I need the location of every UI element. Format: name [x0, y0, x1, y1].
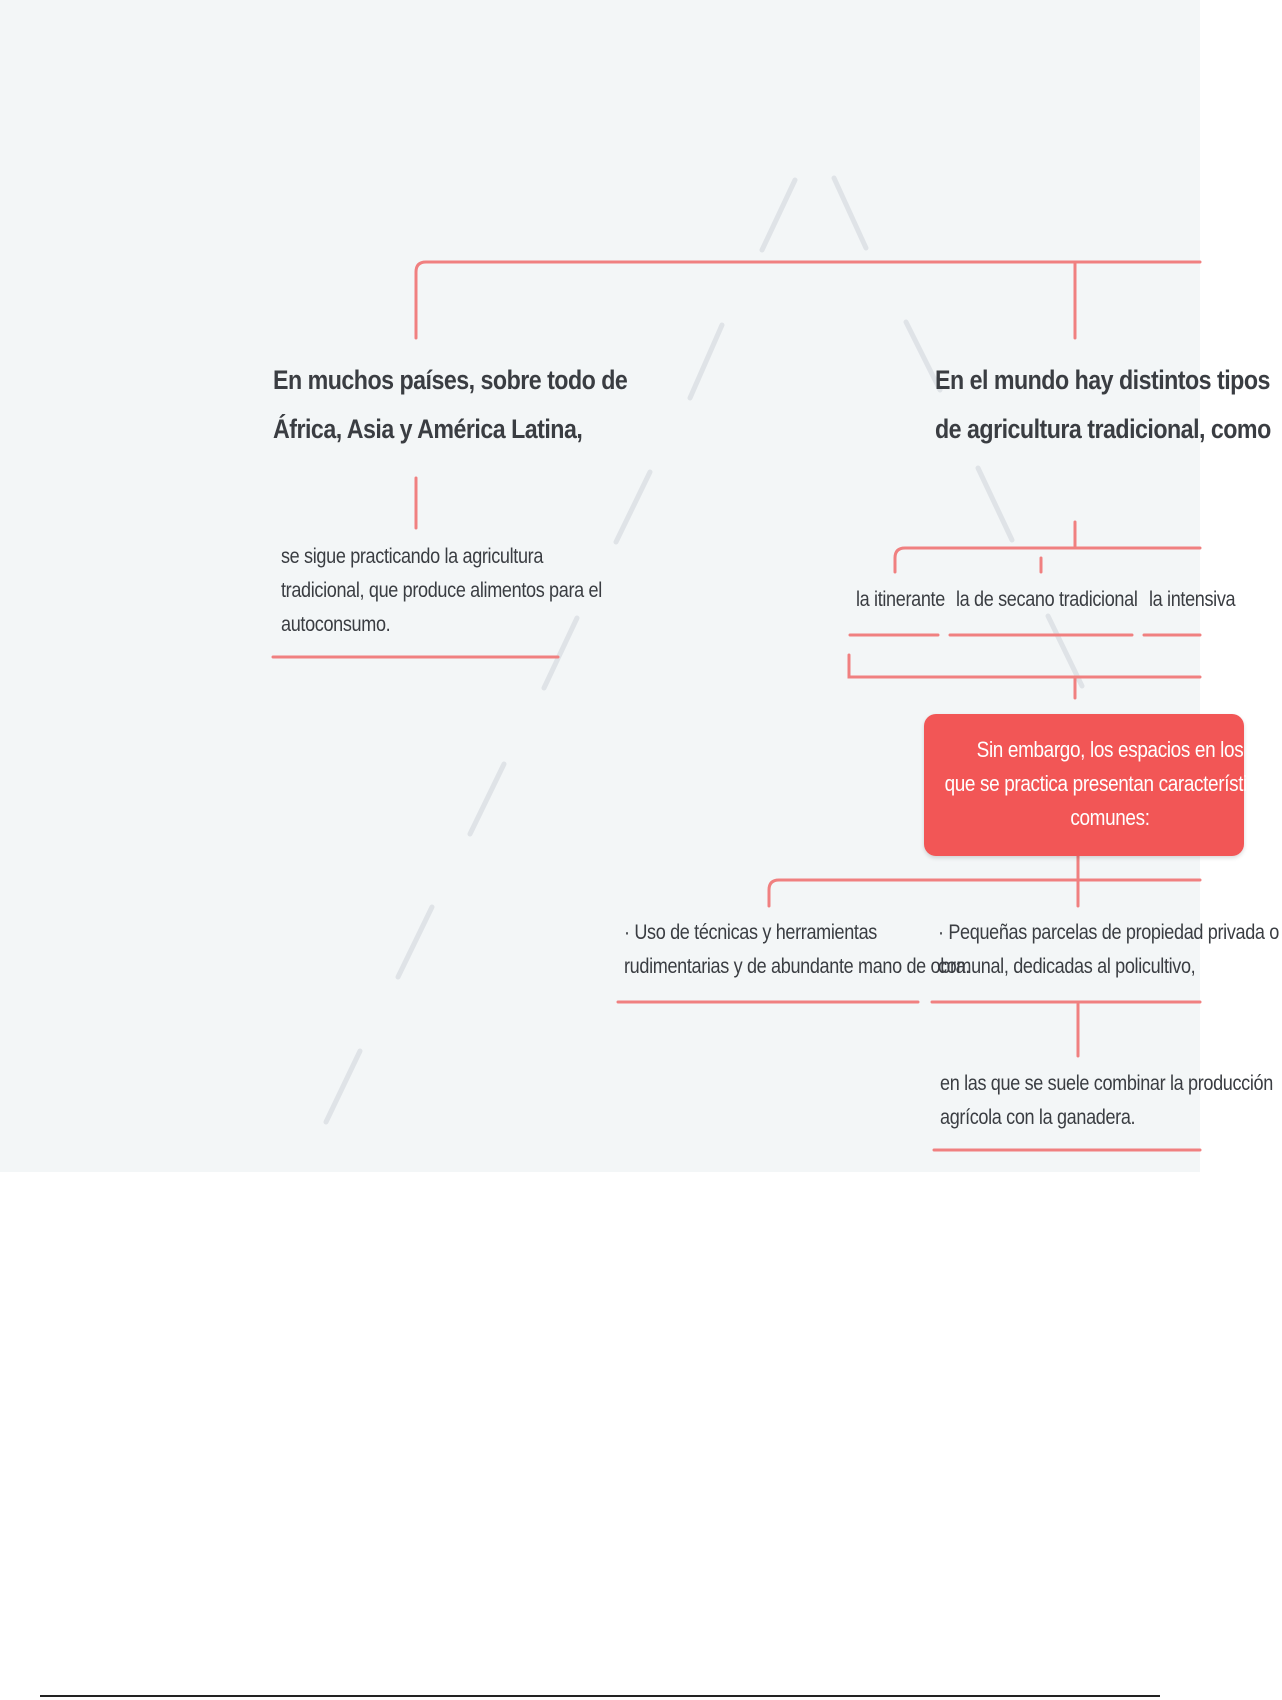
left-body-node [281, 540, 602, 642]
central-node-text [938, 733, 1282, 835]
central-node-line: que se practica presentan características [944, 771, 1276, 796]
right-title-line: de agricultura tradicional, como [935, 414, 1271, 444]
type-node-intensiva: la intensiva [1149, 588, 1236, 611]
characteristic-line: comunal, dedicadas al policultivo, [938, 955, 1196, 978]
central-node-line: Sin embargo, los espacios en los [976, 737, 1244, 762]
characteristic-detail-line: en las que se suele combinar la producción [940, 1072, 1273, 1095]
left-body-line: se sigue practicando la agricultura [281, 545, 544, 568]
left-title-node [273, 356, 627, 454]
characteristic-line: rudimentarias y de abundante mano de obra. [624, 955, 970, 978]
left-title-line: África, Asia y América Latina, [273, 414, 583, 444]
right-title-line: En el mundo hay distintos tipos [935, 365, 1270, 395]
type-node-secano: la de secano tradicional [956, 588, 1138, 611]
type-node-itinerante: la itinerante [856, 588, 945, 611]
characteristic-detail-line: agrícola con la ganadera. [940, 1106, 1136, 1129]
left-title-line: En muchos países, sobre todo de [273, 365, 628, 395]
characteristic-line: · Uso de técnicas y herramientas [624, 921, 877, 944]
footer-divider [40, 1695, 1160, 1697]
left-body-line: autoconsumo. [281, 613, 391, 636]
characteristic-node-techniques [624, 916, 970, 984]
characteristic-node-parcels [938, 916, 1279, 984]
characteristic-line: · Pequeñas parcelas de propiedad privada o [938, 921, 1279, 944]
right-title-node [935, 356, 1271, 454]
central-node-line: comunes: [1070, 805, 1150, 830]
characteristic-detail-node [940, 1067, 1273, 1135]
left-body-line: tradicional, que produce alimentos para el [281, 579, 602, 602]
